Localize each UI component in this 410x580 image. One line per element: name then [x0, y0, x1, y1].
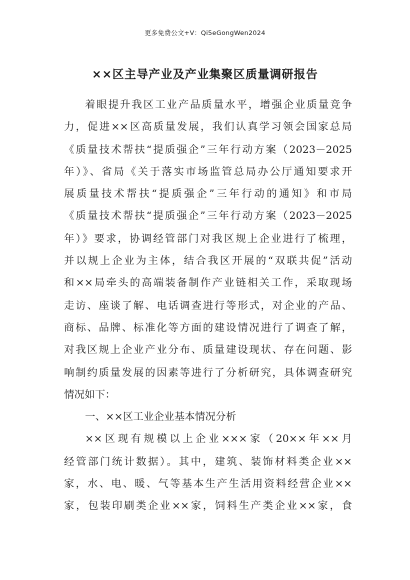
- section-heading: 一、××区工业企业基本情况分析: [85, 411, 237, 424]
- body-line: 经管部门统计数据）。其中，建筑、装饰材料类企业××: [64, 455, 352, 468]
- body-line: 展质量技术帮扶“提质强企”三年行动的通知》和市局: [64, 188, 352, 201]
- body-line: 对我区规上企业产业分布、质量建设现状、存在问题、影: [64, 344, 352, 357]
- body-line: 家，水、电、暖、气等基本生产生活用资料经营企业××: [64, 478, 352, 491]
- body-line: 着眼提升我区工业产品质量水平，增强企业质量竞争: [85, 99, 352, 111]
- body-line: 响制约质量发展的因素等进行了分析研究，具体调查研究: [64, 366, 352, 379]
- body-line: 年）》、省局《关于落实市场监管总局办公厅通知要求开: [64, 165, 352, 178]
- body-line: 家，包装印刷类企业××家，饲料生产类企业××家，食: [64, 500, 352, 513]
- document-title: ××区主导产业及产业集聚区质量调研报告: [91, 67, 319, 81]
- body-line: ××区现有规模以上企业×××家（20××年××月: [85, 433, 352, 446]
- body-line: 和××局牵头的高端装备制作产业链相关工作，采取现场: [64, 277, 352, 290]
- body-line: 情况如下：: [64, 388, 116, 401]
- body-line: 商标、品牌、标准化等方面的建设情况进行了调查了解，: [64, 321, 352, 334]
- body-line: 并以规上企业为主体，结合我区开展的“双联共促”活动: [64, 255, 352, 268]
- body-line: 《质量技术帮扶“提质强企”三年行动方案（2023－2025: [64, 143, 352, 156]
- document-body: [64, 94, 352, 518]
- body-line: 走访、座谈了解、电话调查进行等形式，对企业的产品、: [64, 299, 352, 312]
- body-line: 年）》要求，协调经管部门对我区规上企业进行了梳理，: [64, 232, 352, 245]
- header-note: 更多免费公文+V：Qi5eGongWen2024: [144, 29, 266, 37]
- body-line: 《质量技术帮扶“提质强企”三年行动方案（2023－2025: [64, 210, 352, 223]
- body-line: 力，促进××区高质量发展，我们认真学习领会国家总局: [64, 121, 352, 134]
